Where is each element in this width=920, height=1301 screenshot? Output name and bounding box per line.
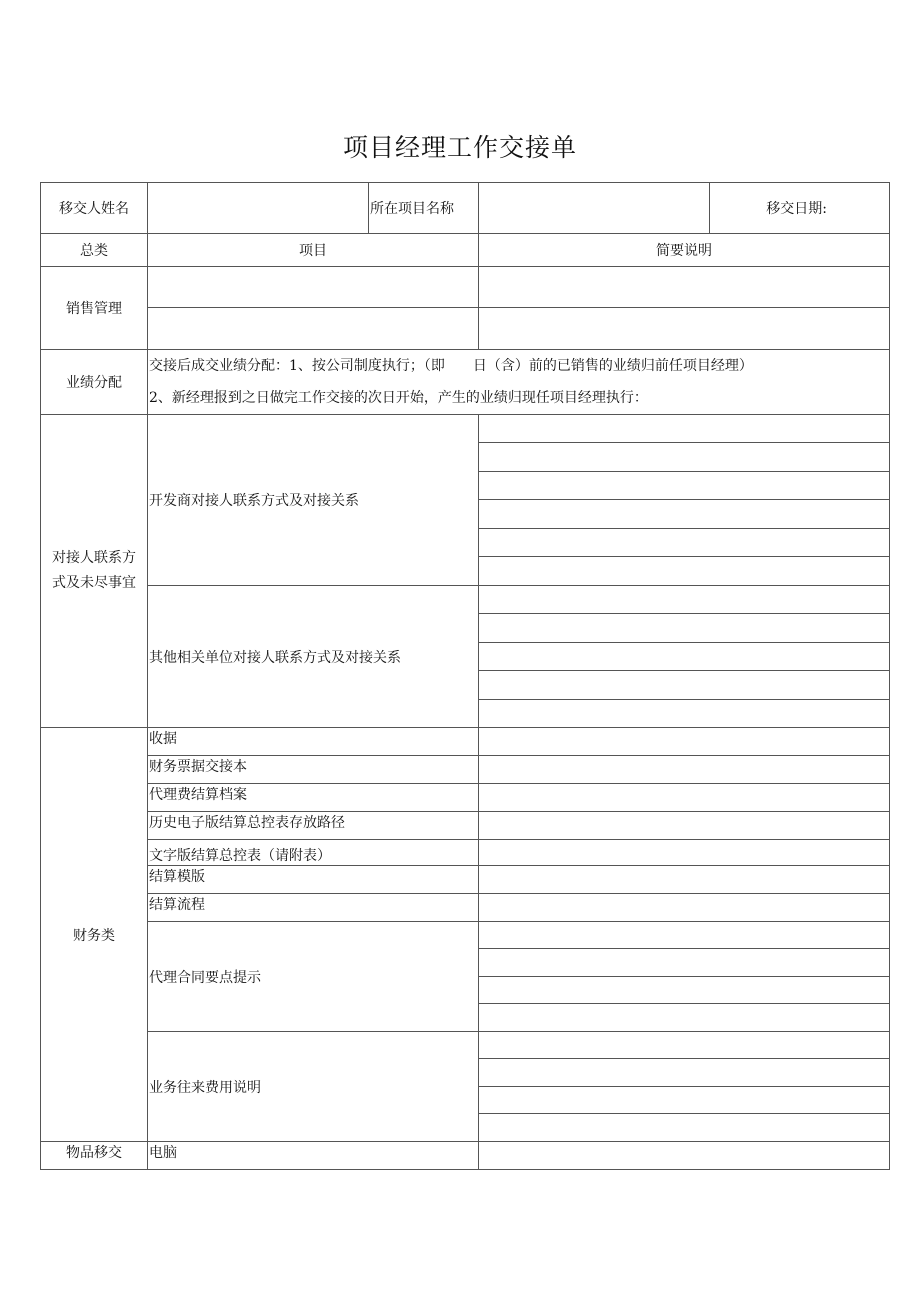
transferor-input-cell[interactable]	[148, 183, 369, 234]
description-cell[interactable]	[479, 756, 890, 784]
table-row	[41, 894, 890, 922]
description-cell[interactable]	[479, 1142, 890, 1170]
description-cell[interactable]	[479, 1059, 890, 1087]
description-cell[interactable]	[479, 728, 890, 756]
table-row	[41, 922, 890, 949]
category-contacts: 对接人联系方式及未尽事宜	[41, 415, 148, 728]
date-label[interactable]: 移交日期:	[710, 183, 890, 234]
goods-item-computer: 电脑	[148, 1142, 479, 1170]
finance-item-expenses: 业务往来费用说明	[148, 1032, 479, 1142]
finance-item-archive: 代理费结算档案	[148, 784, 479, 812]
table-row	[41, 1142, 890, 1170]
performance-line-2: 2、新经理报到之日做完工作交接的次日开始，产生的业绩归现任项目经理执行：	[149, 390, 648, 406]
col-description: 简要说明	[479, 234, 890, 267]
table-row	[41, 350, 890, 415]
project-input-cell[interactable]	[479, 183, 710, 234]
description-cell[interactable]	[479, 643, 890, 671]
col-category: 总类	[41, 234, 148, 267]
handover-table	[40, 182, 890, 1170]
category-goods: 物品移交	[41, 1142, 148, 1170]
item-developer-contacts: 开发商对接人联系方式及对接关系	[148, 415, 479, 586]
table-row	[41, 308, 890, 350]
table-row	[41, 415, 890, 443]
description-cell[interactable]	[479, 894, 890, 922]
description-cell[interactable]	[479, 671, 890, 700]
description-cell[interactable]	[479, 267, 890, 308]
finance-item-contract: 代理合同要点提示	[148, 922, 479, 1032]
description-cell[interactable]	[479, 949, 890, 977]
col-item: 项目	[148, 234, 479, 267]
item-cell[interactable]	[148, 267, 479, 308]
description-cell[interactable]	[479, 812, 890, 840]
description-cell[interactable]	[479, 1004, 890, 1032]
description-cell[interactable]	[479, 866, 890, 894]
description-cell[interactable]	[479, 557, 890, 586]
description-cell[interactable]	[479, 500, 890, 529]
finance-item-process: 结算流程	[148, 894, 479, 922]
page-title: 项目经理工作交接单	[342, 133, 577, 162]
performance-line-1: 交接后成交业绩分配：1、按公司制度执行；（即 日（含）前的已销售的业绩归前任项目经理）	[149, 358, 753, 374]
finance-item-electronic-path: 历史电子版结算总控表存放路径	[148, 812, 479, 840]
description-cell[interactable]	[479, 529, 890, 557]
category-finance: 财务类	[41, 728, 148, 1142]
description-cell[interactable]	[479, 977, 890, 1004]
category-sales: 销售管理	[41, 267, 148, 350]
table-row	[41, 1032, 890, 1059]
finance-item-template: 结算模版	[148, 866, 479, 894]
column-header-row	[41, 234, 890, 267]
table-row	[41, 728, 890, 756]
table-row	[41, 812, 890, 840]
project-label: 所在项目名称	[369, 183, 479, 234]
category-performance: 业绩分配	[41, 350, 148, 415]
transferor-label: 移交人姓名	[41, 183, 148, 234]
header-row	[41, 183, 890, 234]
table-row	[41, 267, 890, 308]
description-cell[interactable]	[479, 700, 890, 728]
description-cell[interactable]	[479, 1087, 890, 1114]
description-cell[interactable]	[479, 472, 890, 500]
description-cell[interactable]	[479, 614, 890, 643]
description-cell[interactable]	[479, 1032, 890, 1059]
item-cell[interactable]	[148, 308, 479, 350]
finance-item-receipt: 收据	[148, 728, 479, 756]
description-cell[interactable]	[479, 443, 890, 472]
item-other-contacts: 其他相关单位对接人联系方式及对接关系	[148, 586, 479, 728]
description-cell[interactable]	[479, 784, 890, 812]
table-row	[41, 586, 890, 614]
description-cell[interactable]	[479, 586, 890, 614]
description-cell[interactable]	[479, 415, 890, 443]
finance-item-text-summary: 文字版结算总控表（请附表）	[148, 840, 479, 866]
description-cell[interactable]	[479, 308, 890, 350]
table-row	[41, 784, 890, 812]
description-cell[interactable]	[479, 922, 890, 949]
table-row	[41, 866, 890, 894]
description-cell[interactable]	[479, 1114, 890, 1142]
table-row	[41, 840, 890, 866]
description-cell[interactable]	[479, 840, 890, 866]
finance-item-ledger: 财务票据交接本	[148, 756, 479, 784]
table-row	[41, 756, 890, 784]
performance-note	[148, 350, 890, 415]
